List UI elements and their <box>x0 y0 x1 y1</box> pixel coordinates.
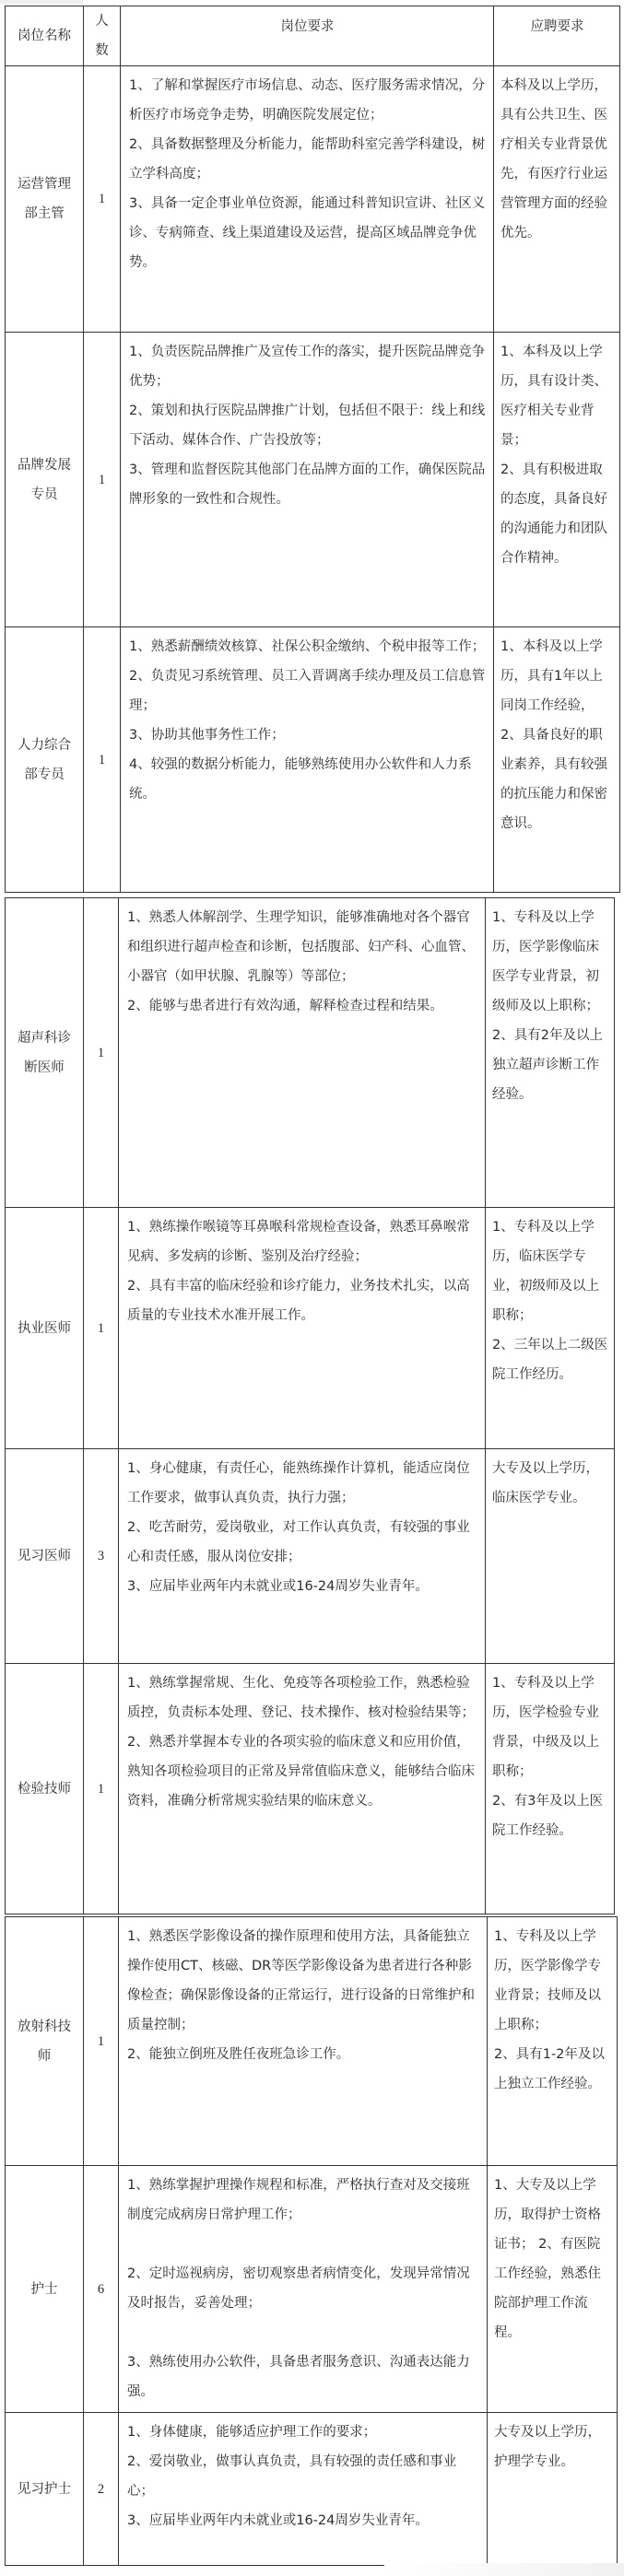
header-position-name: 岗位名称 <box>6 6 84 66</box>
duty-item: 1、了解和掌握医疗市场信息、动态、医疗服务需求情况，分析医疗市场竞争走势，明确医院发展定位； <box>129 78 486 123</box>
table-row <box>6 898 615 1208</box>
duties-cell <box>119 898 486 1208</box>
requirements-cell <box>486 898 615 1208</box>
table-row <box>6 2166 618 2413</box>
requirements-cell <box>486 1449 615 1664</box>
headcount: 1 <box>84 1208 119 1449</box>
duty-item: 3、应届毕业两年内未就业或16-24周岁失业青年。 <box>127 1579 429 1594</box>
requirement-item: 2、具有2年及以上独立超声诊断工作经验。 <box>492 1028 603 1102</box>
duty-item: 1、熟练操作喉镜等耳鼻喉科常规检查设备，熟悉耳鼻喉常见病、多发病的诊断、鉴别及治疗经验； <box>127 1220 470 1264</box>
duties-cell <box>119 1208 486 1449</box>
table-row <box>6 333 620 627</box>
requirements-cell <box>494 627 620 893</box>
duty-item: 1、负责医院品牌推广及宣传工作的落实，提升医院品牌竞争优势； <box>129 345 486 389</box>
duties-cell <box>119 2413 488 2566</box>
duty-item: 2、具备数据整理及分析能力，能帮助科室完善学科建设，树立学科高度； <box>129 137 486 181</box>
duty-item: 2、吃苦耐劳，爱岗敬业，对工作认真负责，有较强的事业心和责任感，服从岗位安排； <box>127 1520 470 1564</box>
duty-item: 3、应届毕业两年内未就业或16-24周岁失业青年。 <box>127 2513 429 2528</box>
duty-item: 3、管理和监督医院其他部门在品牌方面的工作，确保医院品牌形象的一致性和合规性。 <box>129 463 486 507</box>
duty-item: 1、身心健康，有责任心，能熟练操作计算机，能适应岗位工作要求，做事认真负责，执行力强； <box>127 1461 470 1505</box>
duty-item: 4、较强的数据分析能力，能够熟练使用办公软件和人力系统。 <box>129 757 472 802</box>
table-row <box>6 1449 615 1664</box>
requirement-item: 1、本科及以上学历，具有1年以上同岗工作经验， <box>500 639 603 713</box>
job-table-section-1 <box>5 6 620 893</box>
position-name: 人力综合部专员 <box>6 627 84 893</box>
position-name: 见习护士 <box>6 2413 84 2566</box>
duties-cell <box>121 333 494 627</box>
job-table-section-3 <box>5 1916 618 2566</box>
headcount: 6 <box>84 2166 119 2413</box>
requirement-item: 1、专科及以上学历，临床医学专业，初级师及以上职称； <box>492 1220 599 1323</box>
requirements-cell <box>486 1664 615 1914</box>
header-requirements: 应聘要求 <box>494 6 620 66</box>
duties-cell <box>119 1917 488 2166</box>
requirement-item: 1、专科及以上学历，医学影像学专业背景；技师及以上职称； <box>494 1929 601 2032</box>
duty-item: 3、协助其他事务性工作； <box>129 728 285 743</box>
requirement-item: 2、有3年及以上医院工作经验。 <box>492 1794 603 1838</box>
position-name: 见习医师 <box>6 1449 84 1664</box>
header-headcount: 人数 <box>84 6 121 66</box>
headcount: 3 <box>84 1449 119 1664</box>
duty-item: 2、具有丰富的临床经验和诊疗能力，业务技术扎实，以高质量的专业技术水准开展工作。 <box>127 1279 470 1323</box>
table-row <box>6 1664 615 1914</box>
headcount: 1 <box>84 1664 119 1914</box>
requirements-cell <box>488 2413 618 2566</box>
requirement-item: 1、本科及以上学历，具有设计类、医疗相关专业背景； <box>500 345 607 448</box>
table-row <box>6 1917 618 2166</box>
requirements-cell <box>488 2166 618 2413</box>
requirement-item: 2、三年以上二级医院工作经历。 <box>492 1338 608 1382</box>
duty-item: 2、能独立倒班及胜任夜班急诊工作。 <box>127 2047 350 2062</box>
duties-cell <box>119 1449 486 1664</box>
table-row <box>6 66 620 333</box>
duties-cell <box>121 66 494 333</box>
requirement-item: 大专及以上学历，临床医学专业。 <box>492 1461 599 1505</box>
headcount: 1 <box>84 898 119 1208</box>
duty-item: 2、能够与患者进行有效沟通，解释检查过程和结果。 <box>127 999 443 1013</box>
duty-item: 3、熟练使用办公软件，具备患者服务意识、沟通表达能力强。 <box>127 2355 470 2399</box>
requirement-item: 2、具有1-2年及以上独立工作经验。 <box>494 2047 605 2091</box>
bottom-edge-shadow <box>384 2563 624 2576</box>
headcount: 1 <box>84 66 121 333</box>
requirement-item: 2、具备良好的职业素养，具有较强的抗压能力和保密意识。 <box>500 728 607 831</box>
requirements-cell <box>486 1208 615 1449</box>
headcount: 1 <box>84 627 121 893</box>
requirements-cell <box>488 1917 618 2166</box>
headcount: 1 <box>84 1917 119 2166</box>
job-table-section-2 <box>5 897 615 1914</box>
duty-item: 2、负责见习系统管理、员工入晋调离手续办理及员工信息管理； <box>129 669 486 713</box>
duty-item: 2、策划和执行医院品牌推广计划，包括但不限于：线上和线下活动、媒体合作、广告投放等； <box>129 404 486 448</box>
duties-cell <box>121 627 494 893</box>
position-name: 执业医师 <box>6 1208 84 1449</box>
duties-cell <box>119 2166 488 2413</box>
duties-cell <box>119 1664 486 1914</box>
position-name: 护士 <box>6 2166 84 2413</box>
position-name: 运营管理部主管 <box>6 66 84 333</box>
position-name: 品牌发展专员 <box>6 333 84 627</box>
duty-item: 1、熟悉薪酬绩效核算、社保公积金缴纳、个税申报等工作； <box>129 639 486 654</box>
duty-item: 2、爱岗敬业，做事认真负责，具有较强的责任感和事业心； <box>127 2454 457 2499</box>
duty-item: 3、具备一定企事业单位资源，能通过科普知识宣讲、社区义诊、专病筛查、线上渠道建设及运营，提高区域品牌竞争优势。 <box>129 196 486 270</box>
requirement-item: 本科及以上学历，具有公共卫生、医疗相关专业背景优先，有医疗行业运营管理方面的经验优先。 <box>500 78 607 240</box>
requirement-item: 大专及以上学历，护理学专业。 <box>494 2425 601 2469</box>
duty-item: 1、熟练掌握护理操作规程和标准，严格执行查对及交接班制度完成病房日常护理工作； <box>127 2178 470 2222</box>
duty-item: 1、熟悉医学影像设备的操作原理和使用方法，具备能独立操作使用CT、核磁、DR等医学影像设备为患者进行各种影像检查；确保影像设备的正常运行，进行设备的日常维护和质量控制； <box>127 1929 475 2032</box>
headcount: 1 <box>84 333 121 627</box>
duty-item: 1、身体健康，能够适应护理工作的要求； <box>127 2425 377 2440</box>
duty-item: 2、熟悉并掌握本专业的各项实验的临床意义和应用价值，熟知各项检验项目的正常及异常值临床意义，能够结合临床资料，准确分析常规实验结果的临床意义。 <box>127 1735 475 1809</box>
header-duties: 岗位要求 <box>121 6 494 66</box>
requirement-item: 2、具有积极进取的态度，具备良好的沟通能力和团队合作精神。 <box>500 463 607 566</box>
position-name: 放射科技师 <box>6 1917 84 2166</box>
duty-item: 1、熟悉人体解剖学、生理学知识，能够准确地对各个器官和组织进行超声检查和诊断，包括腹部、妇产科、心血管、小器官（如甲状腺、乳腺等）等部位； <box>127 910 475 984</box>
position-name: 检验技师 <box>6 1664 84 1914</box>
table-row <box>6 627 620 893</box>
top-edge-shadow <box>0 0 83 4</box>
table-row <box>6 2413 618 2566</box>
requirements-cell <box>494 333 620 627</box>
position-name: 超声科诊断医师 <box>6 898 84 1208</box>
duty-item: 1、熟练掌握常规、生化、免疫等各项检验工作，熟悉检验质控，负责标本处理、登记、技术操作、核对检验结果等； <box>127 1676 475 1720</box>
headcount: 2 <box>84 2413 119 2566</box>
requirement-item: 1、大专及以上学历，取得护士资格证书； 2、有医院工作经验，熟悉住院部护理工作流程。 <box>494 2178 601 2340</box>
table-header-row <box>6 6 620 66</box>
duty-item: 2、定时巡视病房，密切观察患者病情变化，发现异常情况及时报告，妥善处理； <box>127 2266 470 2311</box>
requirements-cell <box>494 66 620 333</box>
requirement-item: 1、专科及以上学历，医学影像临床医学专业背景，初级师及以上职称； <box>492 910 599 1013</box>
table-row <box>6 1208 615 1449</box>
requirement-item: 1、专科及以上学历，医学检验专业背景，中级及以上职称； <box>492 1676 599 1779</box>
